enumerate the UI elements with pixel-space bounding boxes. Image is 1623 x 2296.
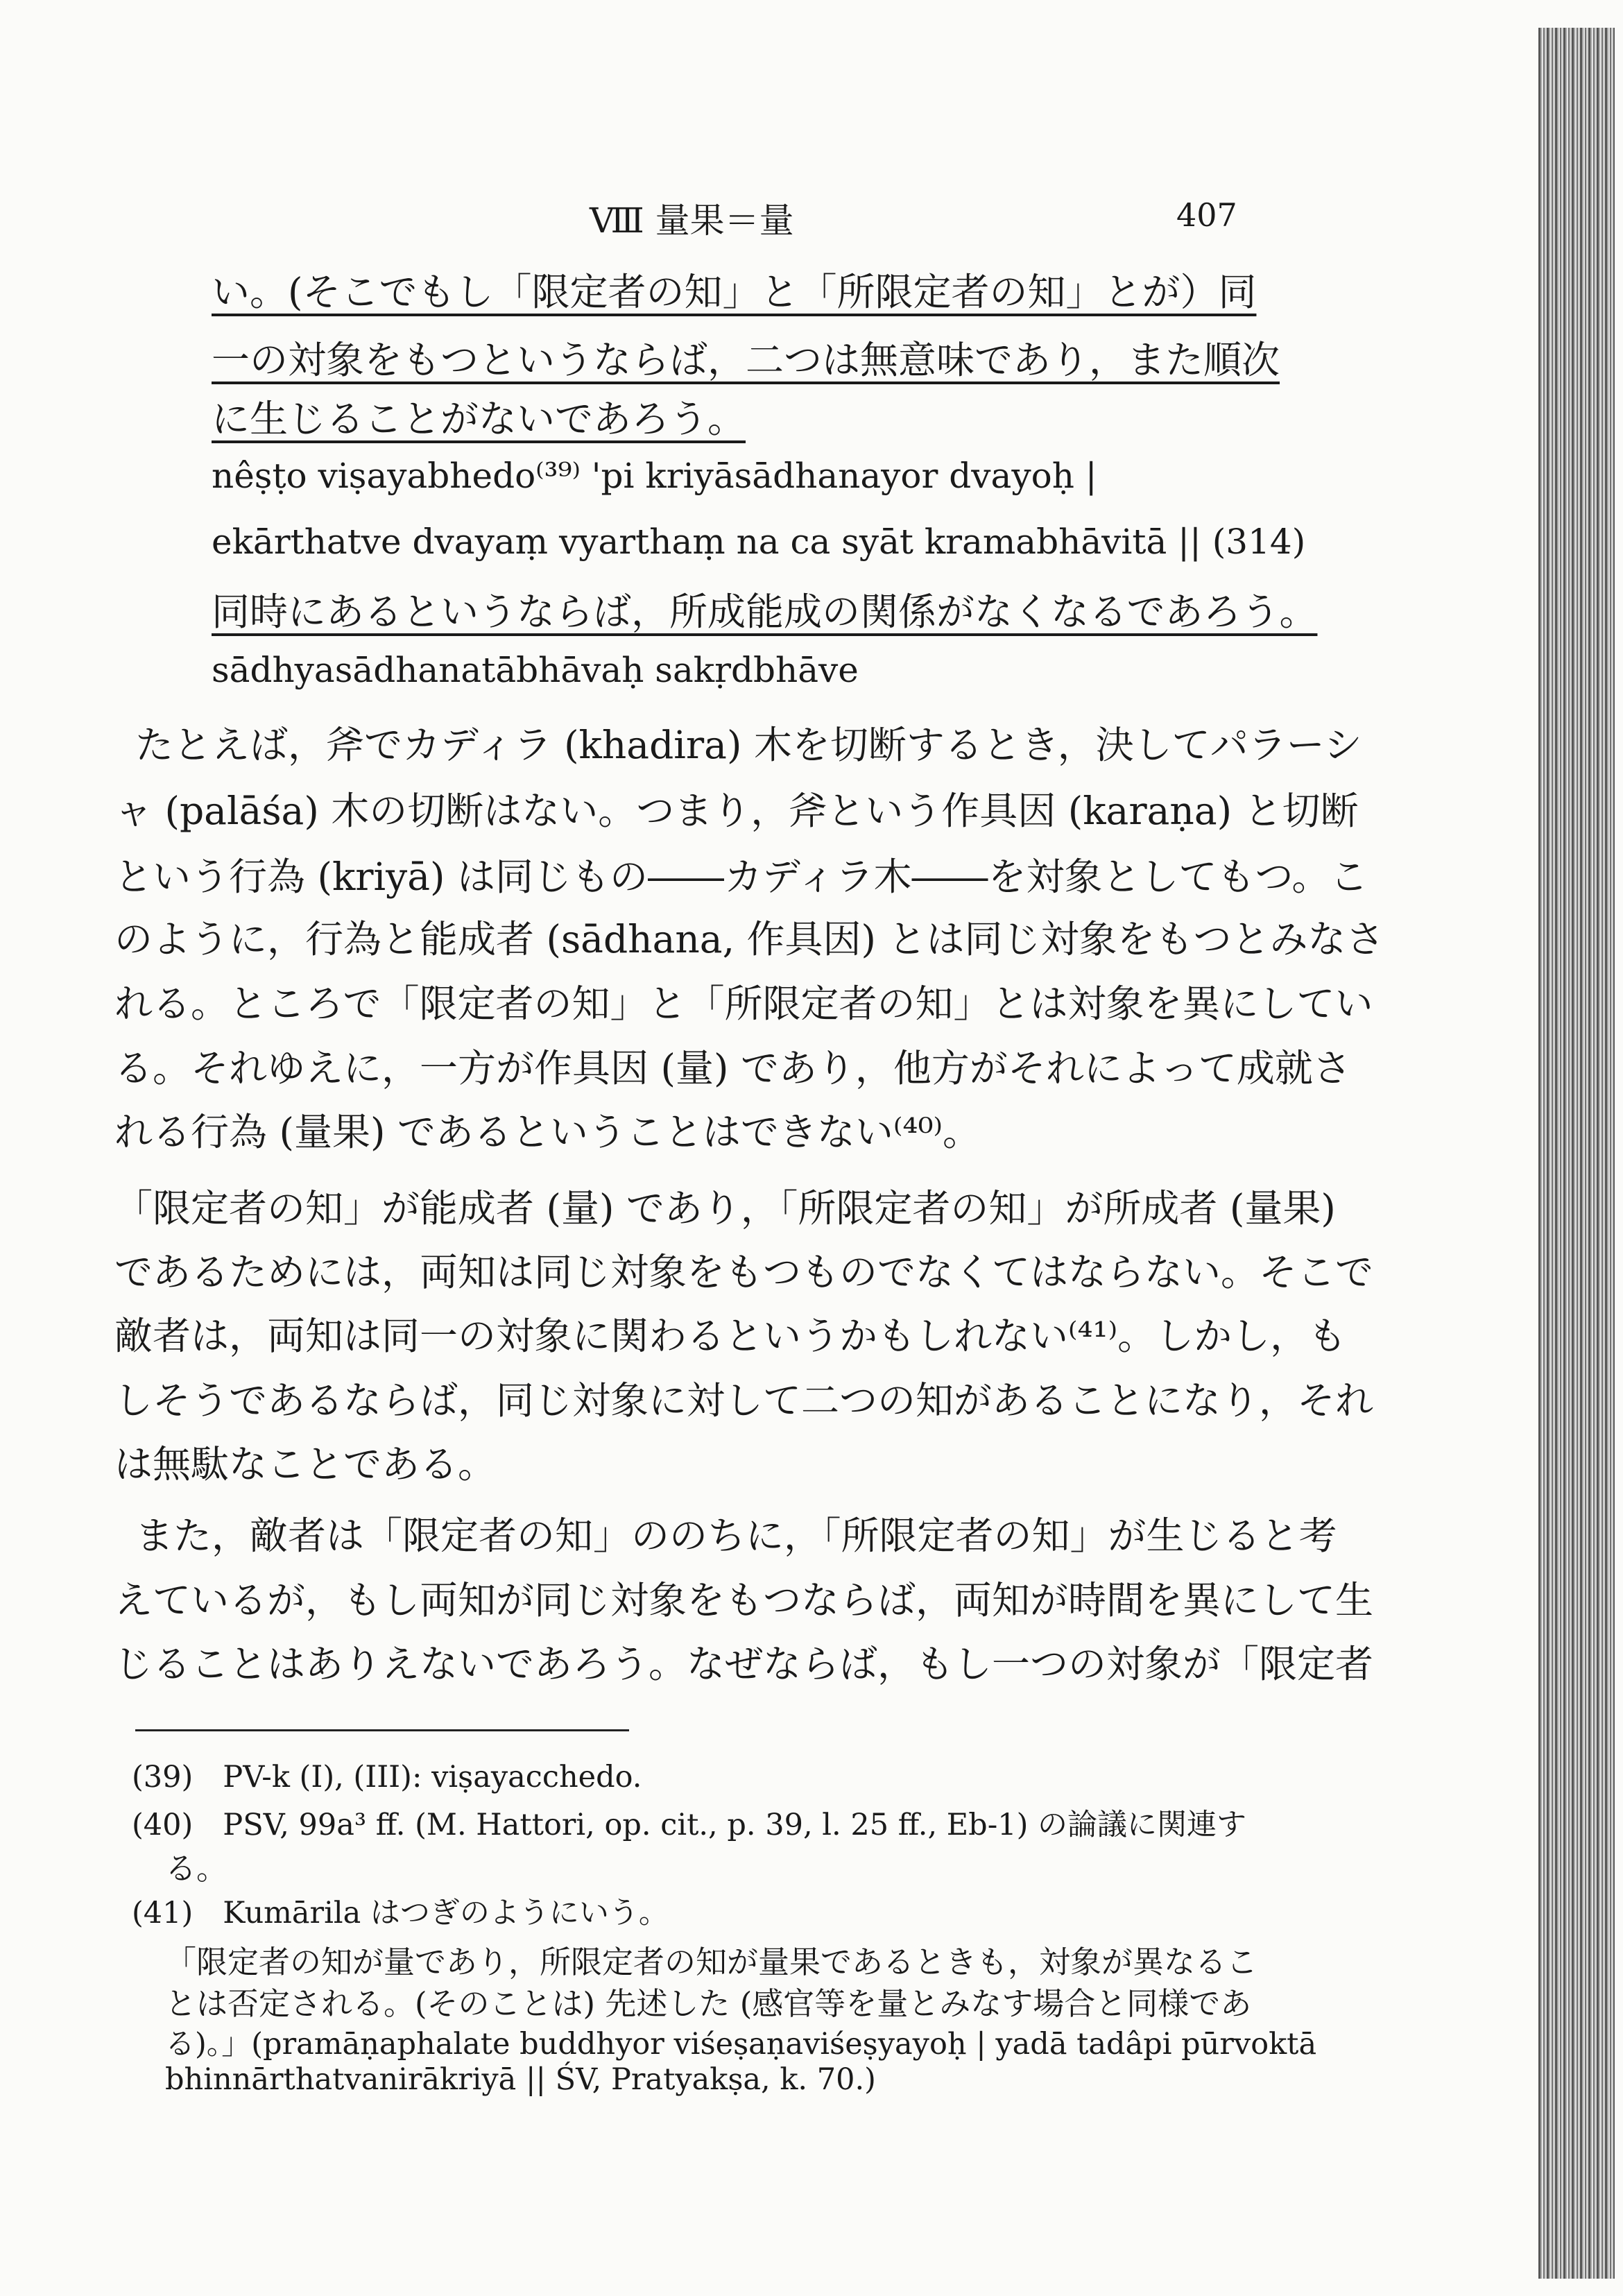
sanskrit-verse-line: nêṣṭo viṣayabhedo⁽³⁹⁾ 'pi kriyāsādhanayor dvayoḥ |: [212, 456, 1097, 496]
body-line: ャ (palāśa) 木の切断はない。つまり，斧という作具因 (karaṇa) と切断: [114, 789, 1359, 833]
body-line: また，敵者は「限定者の知」ののちに，「所限定者の知」が生じると考: [135, 1514, 1337, 1558]
body-line: であるためには，両知は同じ対象をもつものでなくてはならない。そこで: [114, 1250, 1374, 1294]
body-line: のように，行為と能成者 (sādhana, 作具因) とは同じ対象をもつとみなさ: [114, 917, 1384, 961]
body-line: 「限定者の知」が能成者 (量) であり，「所限定者の知」が所成者 (量果): [114, 1186, 1336, 1231]
body-line: れる行為 (量果) であるということはできない⁽⁴⁰⁾。: [114, 1110, 981, 1154]
body-line: 敵者は，両知は同一の対象に関わるというかもしれない⁽⁴¹⁾。しかし，も: [114, 1314, 1347, 1358]
body-line: は無駄なことである。: [114, 1442, 497, 1487]
body-line: れる。ところで「限定者の知」と「所限定者の知」とは対象を異にしてい: [114, 982, 1373, 1026]
sanskrit-verse-line: ekārthatve dvayaṃ vyarthaṃ na ca syāt kramabhāvitā || (314): [212, 522, 1306, 562]
body-line: じることはありえないであろう。なぜならば，もし一つの対象が「限定者: [114, 1642, 1374, 1686]
footnote-line: 「限定者の知が量であり，所限定者の知が量果であるときも，対象が異なるこ: [165, 1944, 1258, 1980]
body-line: えているが，もし両知が同じ対象をもつならば，両知が時間を異にして生: [114, 1578, 1374, 1622]
sanskrit-verse-line: sādhyasādhanatābhāvaḥ sakṛdbhāve: [212, 650, 859, 690]
footnote-line: bhinnārthatvanirākriyā || ŚV, Pratyakṣa, k. 70.): [165, 2062, 876, 2097]
body-line: しそうであるならば，同じ対象に対して二つの知があることになり，それ: [114, 1378, 1374, 1423]
body-line: に生じることがないであろう。: [212, 397, 746, 441]
body-line: たとえば，斧でカディラ (khadira) 木を切断するとき，決してパラーシ: [135, 723, 1362, 767]
body-line: い。(そこでもし「限定者の知」と「所限定者の知」とが）同: [212, 270, 1257, 314]
body-line: 同時にあるというならば，所成能成の関係がなくなるであろう。: [212, 590, 1318, 634]
body-line: る。それゆえに，一方が作具因 (量) であり，他方がそれによって成就さ: [114, 1046, 1351, 1090]
scan-page-edge: [1538, 28, 1615, 2279]
footnote-line: とは否定される。(そのことは) 先述した (感官等を量とみなす場合と同様であ: [165, 1985, 1252, 2022]
footnote-line: る。: [165, 1850, 228, 1887]
running-header-title: Ⅷ 量果＝量: [590, 200, 794, 241]
footnote-separator: [135, 1729, 629, 1731]
footnote-line: (41) Kumārila はつぎのようにいう。: [132, 1896, 669, 1930]
page-number: 407: [1176, 196, 1237, 234]
footnote-line: (40) PSV, 99a³ ff. (M. Hattori, op. cit., p. 39, l. 25 ff., Eb-1) の論議に関連す: [132, 1808, 1247, 1842]
footnote-line: (39) PV-k (I), (III): viṣayacchedo.: [132, 1760, 642, 1794]
body-line: 一の対象をもつというならば，二つは無意味であり，また順次: [212, 338, 1280, 382]
body-line: という行為 (kriyā) は同じもの――カディラ木――を対象としてもつ。こ: [114, 855, 1368, 899]
footnote-line: る)。」(pramāṇaphalate buddhyor viśeṣaṇaviśeṣyayoḥ | yadā tadâpi pūrvoktā: [165, 2027, 1317, 2062]
